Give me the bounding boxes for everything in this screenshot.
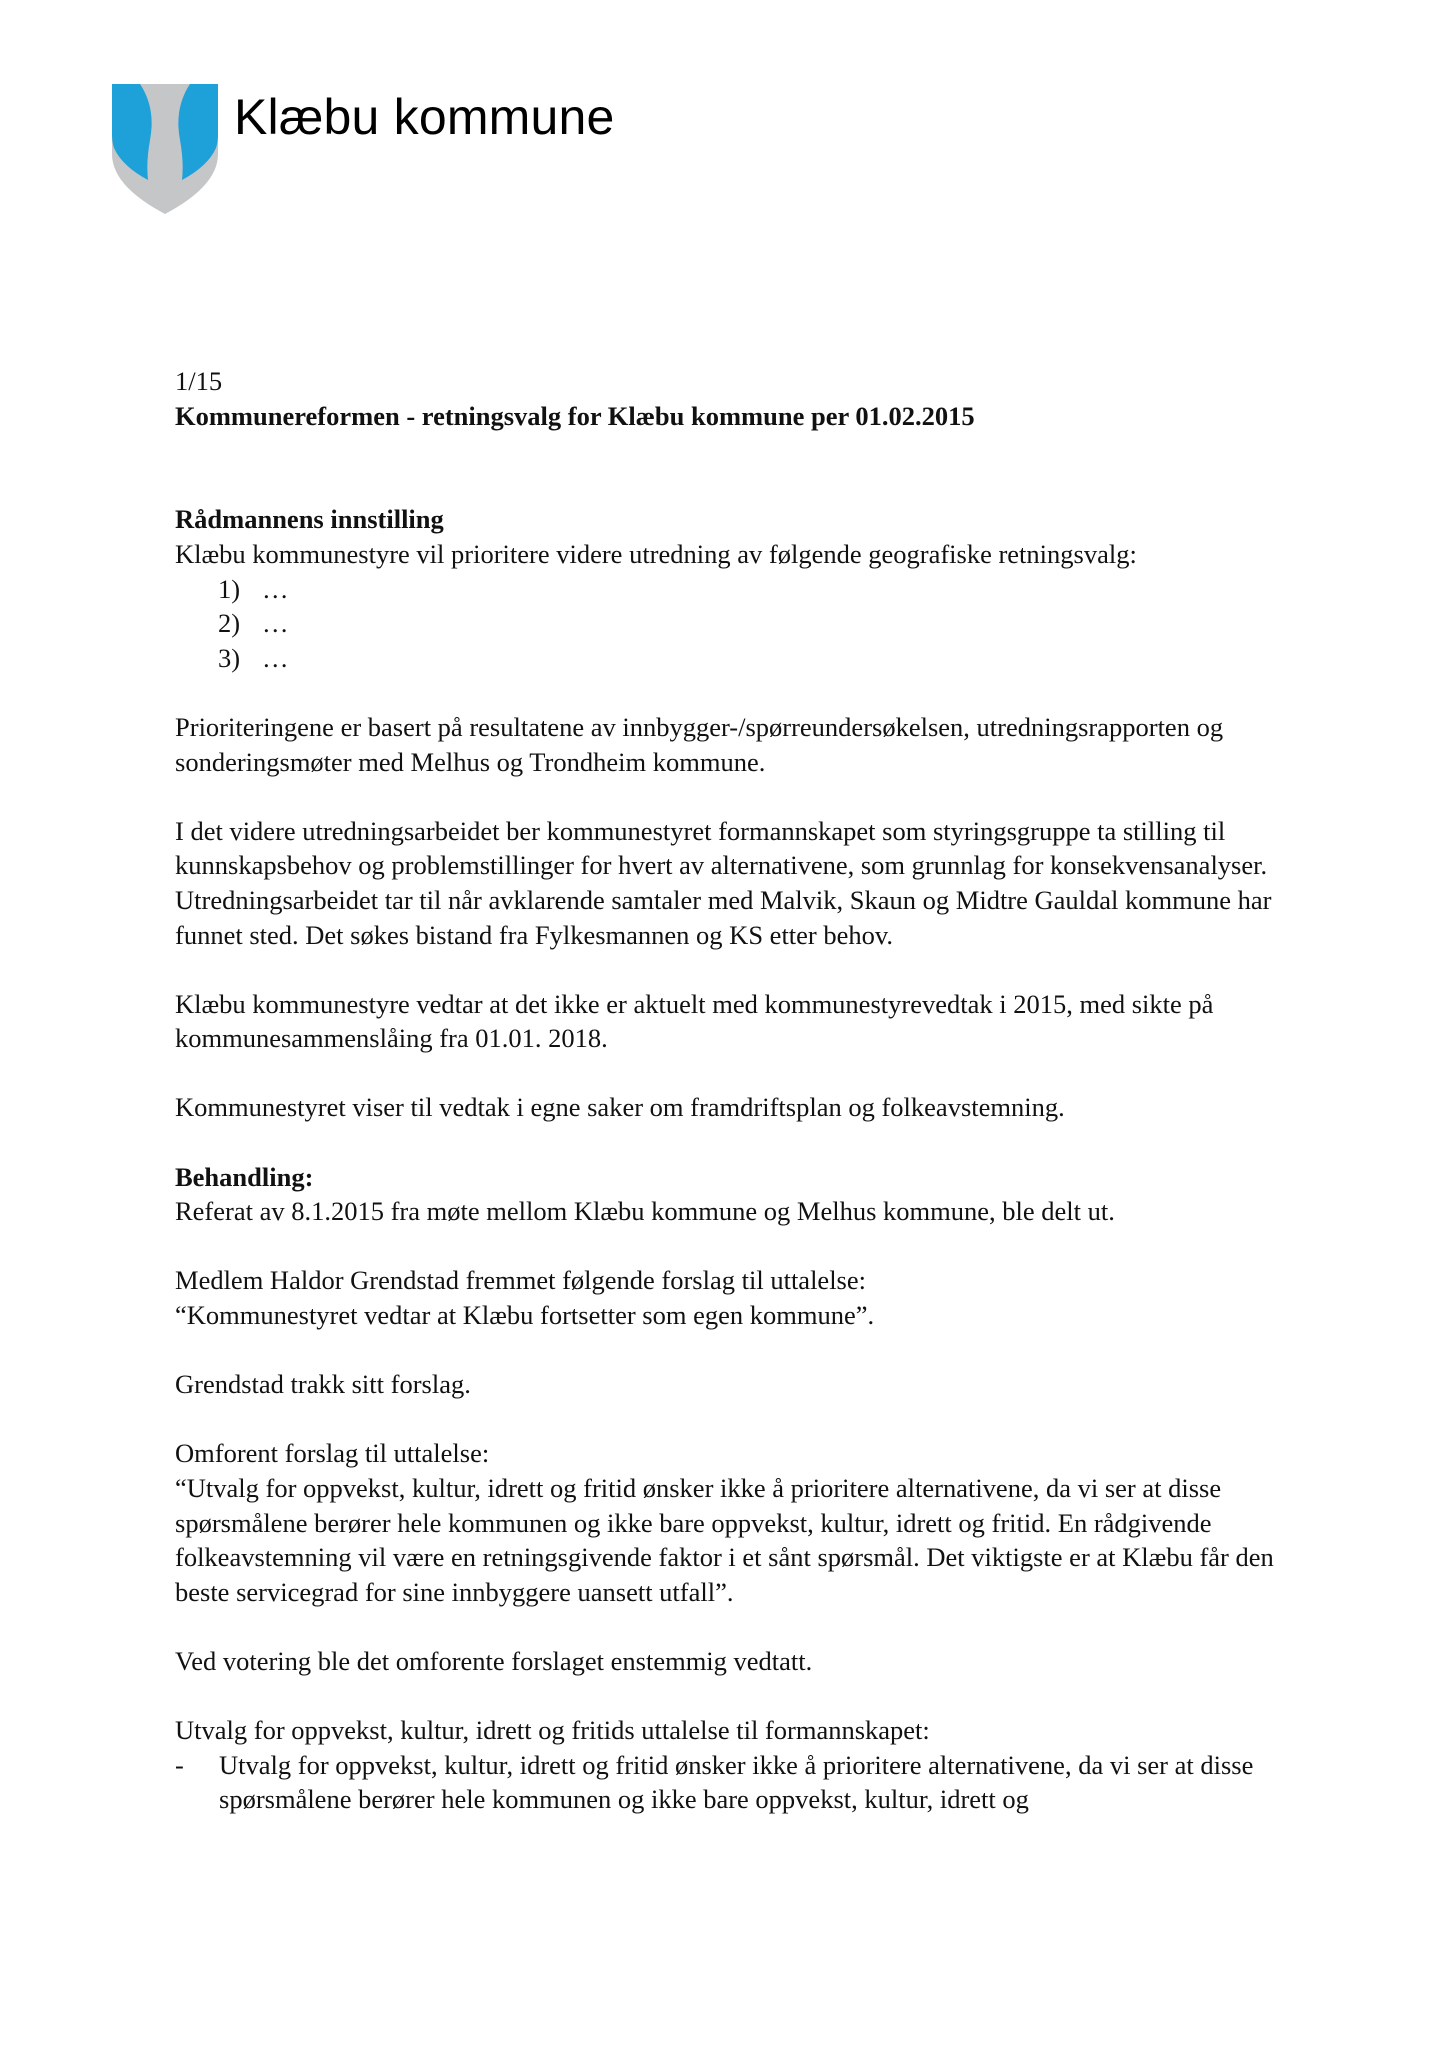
statement-list: [175, 1748, 1295, 1817]
treatment-heading: Behandling:: [175, 1161, 314, 1192]
list-item-number: 3): [218, 642, 241, 673]
paragraph-further-work: I det videre utredningsarbeidet ber kommunestyret formannskapet som styringsgruppe ta stilling til kunnskapsbehov og problemstillinger for hvert av alternativene, som grunnlag for konsekvensanalyser. Utredningsarbeidet tar til når avklarende samtaler med Malvik, Skaun og Midtre Gauldal kommune har funnet sted. Det søkes bistand fra Fylkesmannen og KS etter behov.: [175, 815, 1272, 950]
klaebu-coat-of-arms-icon: [110, 82, 220, 216]
proposal-intro: Medlem Haldor Grendstad fremmet følgende forslag til uttalelse:: [175, 1265, 866, 1296]
document-title: Kommunereformen - retningsvalg for Klæbu kommune per 01.02.2015: [175, 400, 975, 431]
joint-proposal-intro: Omforent forslag til uttalelse:: [175, 1438, 490, 1469]
paragraph-resolution-2015: Klæbu kommunestyre vedtar at det ikke er aktuelt med kommunestyrevedtak i 2015, med sikte på kommunesammenslåing fra 01.01. 2018.: [175, 988, 1214, 1054]
organization-name: Klæbu kommune: [234, 89, 615, 145]
proposal-withdrawn: Grendstad trakk sitt forslag.: [175, 1369, 471, 1400]
list-item-number: 2): [218, 608, 241, 639]
recommendation-intro: Klæbu kommunestyre vil prioritere videre utredning av følgende geografiske retningsvalg:: [175, 538, 1137, 569]
list-item-number: 1): [218, 573, 241, 604]
paragraph-referendum: Kommunestyret viser til vedtak i egne saker om framdriftsplan og folkeavstemning.: [175, 1092, 1065, 1123]
list-item: [175, 1748, 1295, 1817]
direction-choices-list: [175, 572, 1295, 676]
list-item: [175, 572, 1295, 607]
list-item: [175, 641, 1295, 676]
statement-intro: Utvalg for oppvekst, kultur, idrett og fritids uttalelse til formannskapet:: [175, 1715, 930, 1746]
list-bullet: -: [175, 1749, 184, 1780]
paragraph-basis: Prioriteringene er basert på resultatene av innbygger-/spørreundersøkelsen, utredningsrapporten og sonderingsmøter med Melhus og Trondheim kommune.: [175, 711, 1224, 777]
list-item: [175, 606, 1295, 641]
list-item-text: Utvalg for oppvekst, kultur, idrett og fritid ønsker ikke å prioritere alternativene, da vi ser at disse spørsmålene berører hele kommunen og ikke bare oppvekst, kultur, idrett og: [219, 1749, 1254, 1815]
recommendation-heading: Rådmannens innstilling: [175, 504, 444, 535]
vote-result: Ved votering ble det omforente forslaget enstemmig vedtatt.: [175, 1645, 813, 1676]
treatment-referat: Referat av 8.1.2015 fra møte mellom Klæbu kommune og Melhus kommune, ble delt ut.: [175, 1196, 1115, 1227]
list-item-text: …: [262, 642, 289, 673]
list-item-text: …: [262, 573, 289, 604]
document-body: [175, 364, 1295, 1817]
list-item-text: …: [262, 608, 289, 639]
proposal-quote: “Kommunestyret vedtar at Klæbu fortsetter som egen kommune”.: [175, 1300, 875, 1331]
joint-proposal-quote: “Utvalg for oppvekst, kultur, idrett og fritid ønsker ikke å prioritere alternativene, da vi ser at disse spørsmålene berører hele kommunen og ikke bare oppvekst, kultur, idrett og fritid. En rådgivende folkeavstemning vil være en retningsgivende faktor i et sånt spørsmål. Det viktigste er at Klæbu får den beste servicegrad for sine innbyggere uansett utfall”.: [175, 1473, 1274, 1607]
case-number: 1/15: [175, 366, 223, 396]
